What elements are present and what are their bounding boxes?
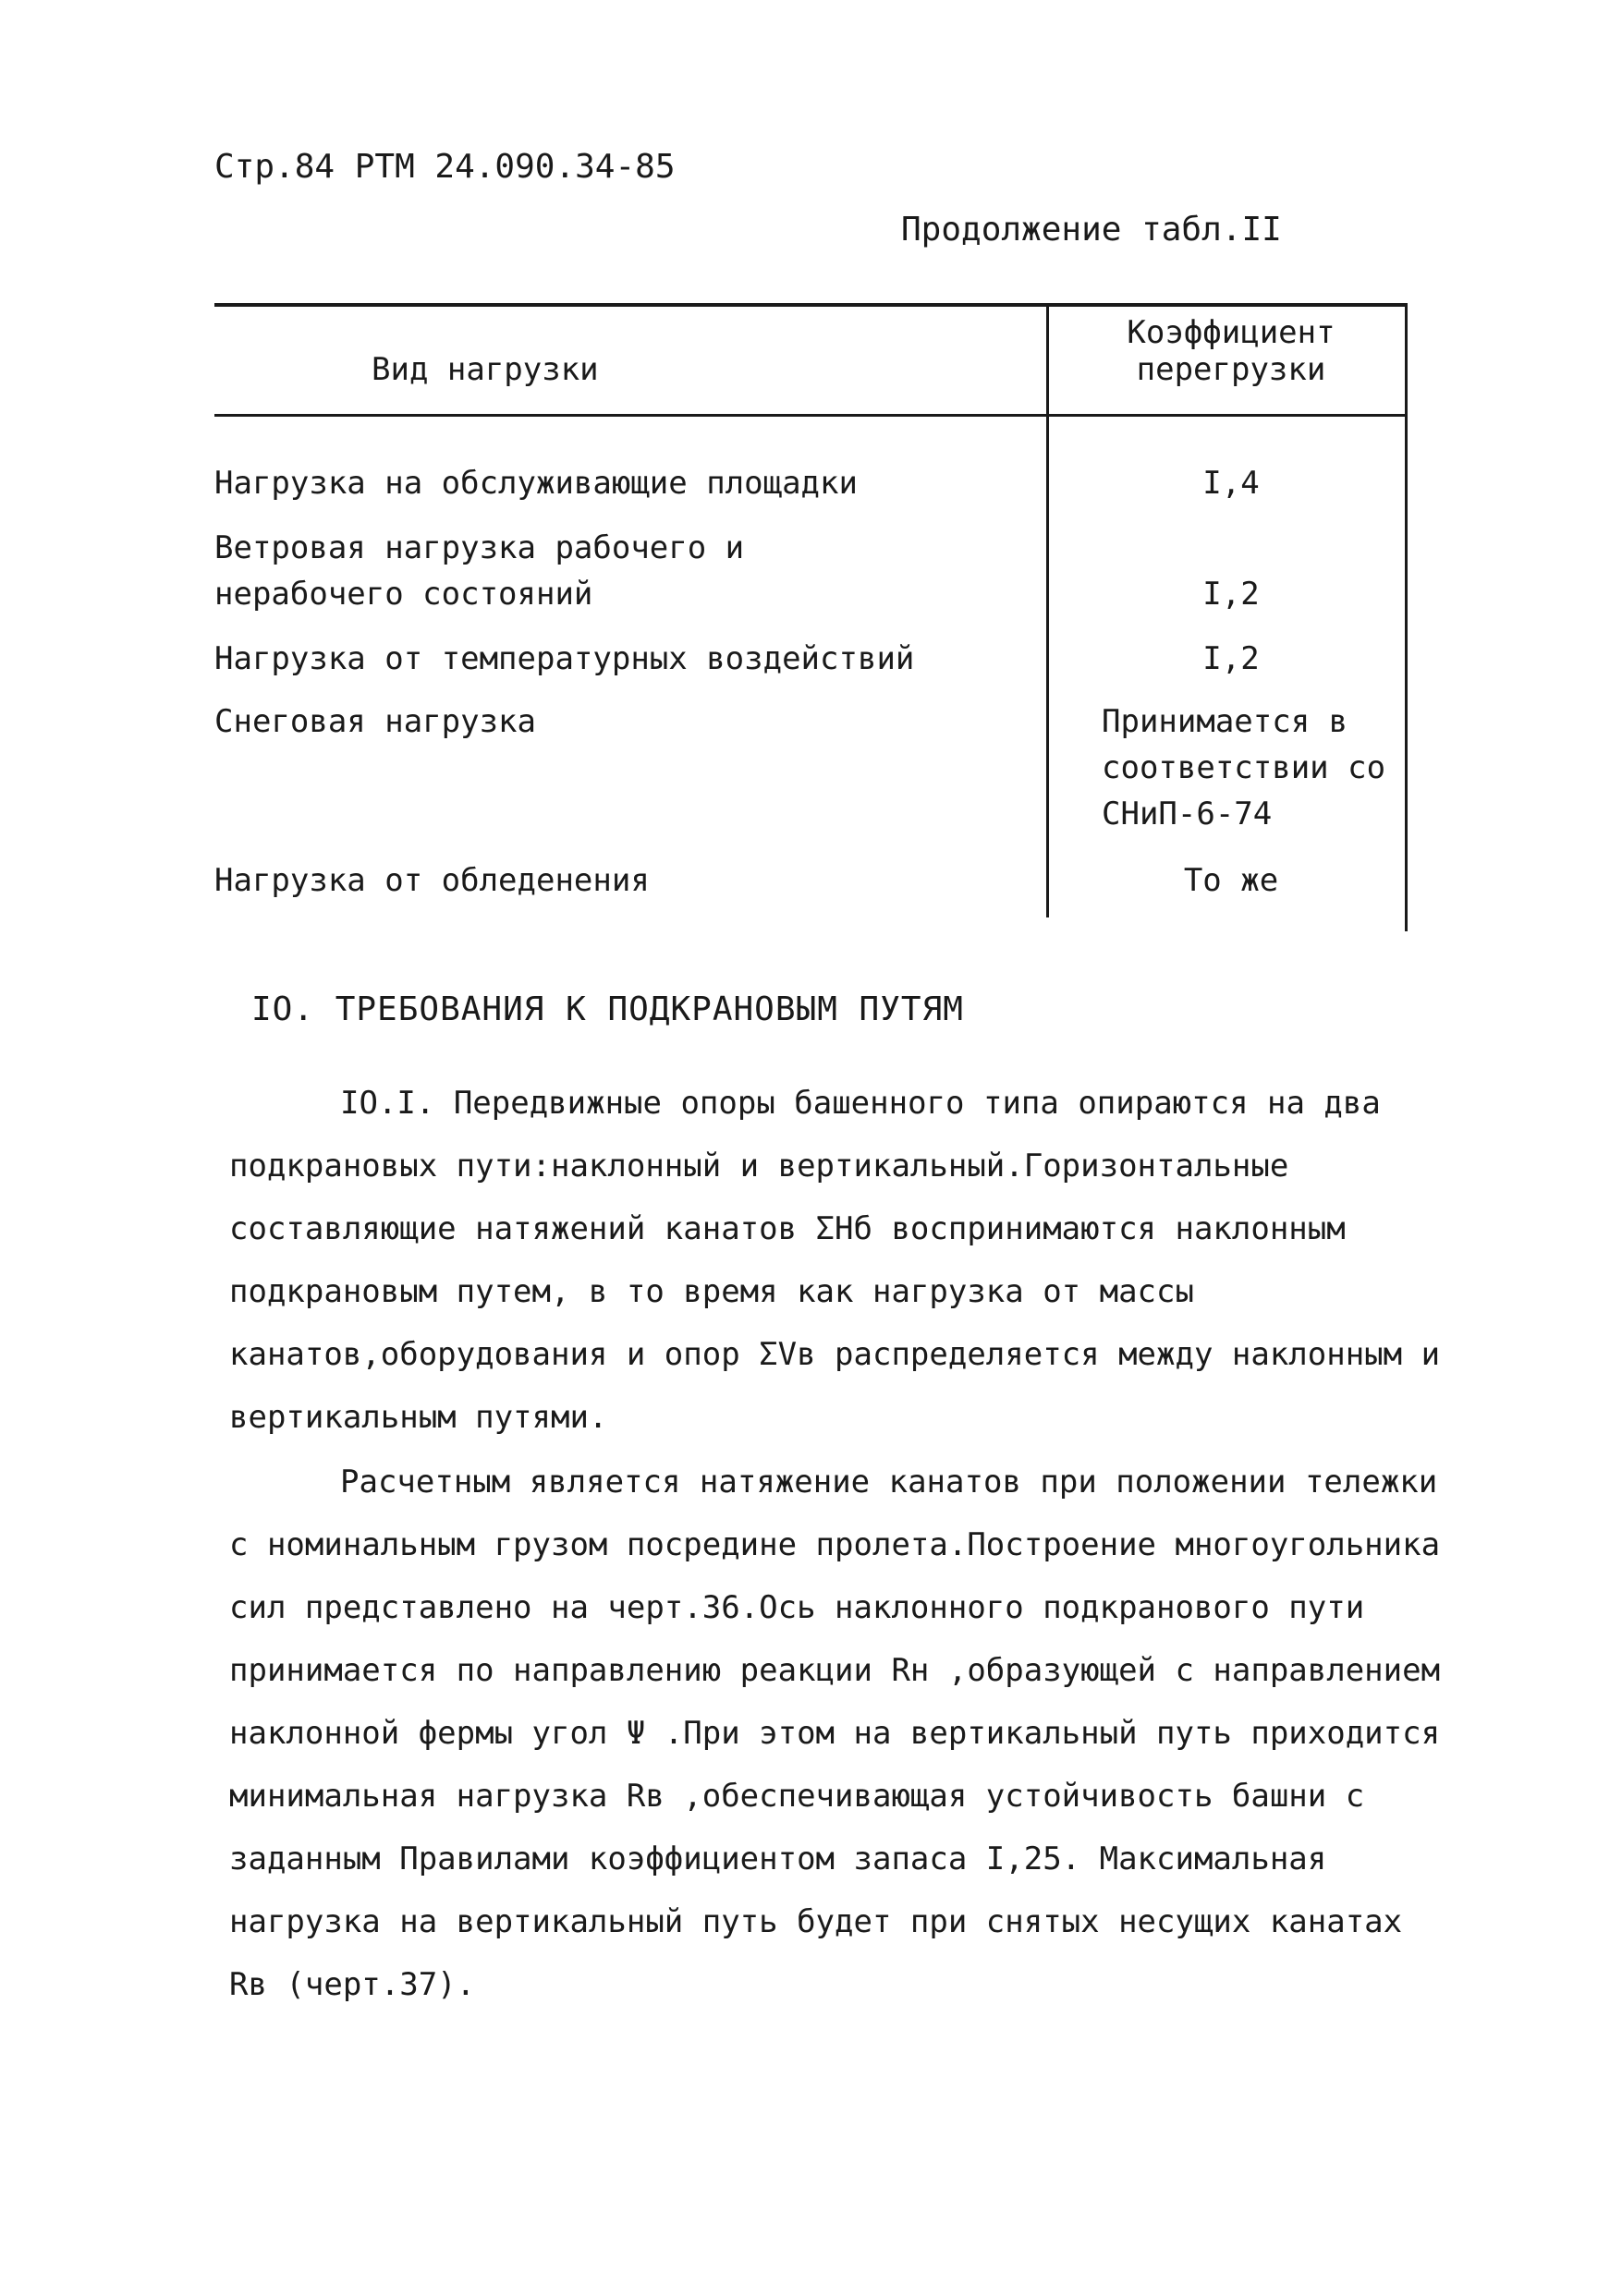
- row-label: Нагрузка на обслуживающие площадки: [214, 465, 858, 502]
- load-coefficient-table: [214, 303, 1407, 931]
- row-label: Нагрузка от обледенения: [214, 862, 650, 899]
- row-value: I,4: [1202, 465, 1260, 502]
- table-right-border: [1405, 303, 1408, 931]
- table-header-rule: [214, 414, 1407, 417]
- row-value: То же: [1183, 862, 1279, 899]
- row-label: Снеговая нагрузка: [214, 703, 536, 740]
- paragraph-calculation: Расчетным является натяжение канатов при положении тележки с номинальным грузом посредине пролета.Построение многоугольника сил представлено на черт.36.Ось наклонного подкранового пути принимается по направлению реакции Rн ,образующей с направлением наклонной фермы угол Ψ .При этом на вертикальный путь приходится минимальная нагрузка Rв ,обеспечивающая устойчивость башни с заданным Правилами коэффициентом запаса I,25. Максимальная нагрузка на вертикальный путь будет при снятых несущих канатах Rв (черт.37).: [229, 1464, 1441, 2003]
- row-value: Принимается в соответствии со СНиП-6-74: [1102, 703, 1386, 832]
- table-row: [214, 636, 1407, 686]
- row-label: Ветровая нагрузка рабочего и нерабочего состояний: [214, 529, 745, 613]
- section-heading: IO. ТРЕБОВАНИЯ К ПОДКРАНОВЫМ ПУТЯМ: [251, 990, 964, 1028]
- row-value: I,2: [1202, 640, 1260, 677]
- table-continuation-caption: Продолжение табл.II: [901, 211, 1282, 249]
- page-reference: Стр.84 РТМ 24.090.34-85: [214, 148, 676, 186]
- table-row: [214, 525, 1407, 617]
- column-header-load-type: Вид нагрузки: [372, 351, 599, 388]
- table-row: [214, 460, 1407, 511]
- table-top-rule: [214, 303, 1407, 307]
- table-row: [214, 699, 1407, 837]
- row-label: Нагрузка от температурных воздействий: [214, 640, 915, 677]
- row-value: I,2: [1202, 576, 1260, 613]
- paragraph-10-1: IO.I. Передвижные опоры башенного типа опираются на два подкрановых пути:наклонный и вертикальный.Горизонтальные составляющие натяжений канатов ΣHб воспринимаются наклонным подкрановым путем, в то время как нагрузка от массы канатов,оборудования и опор ΣVв распределяется между наклонным и вертикальным путями.: [229, 1085, 1441, 1436]
- column-header-overload-coefficient: Коэффициент перегрузки: [1127, 314, 1335, 388]
- table-row: [214, 857, 1407, 908]
